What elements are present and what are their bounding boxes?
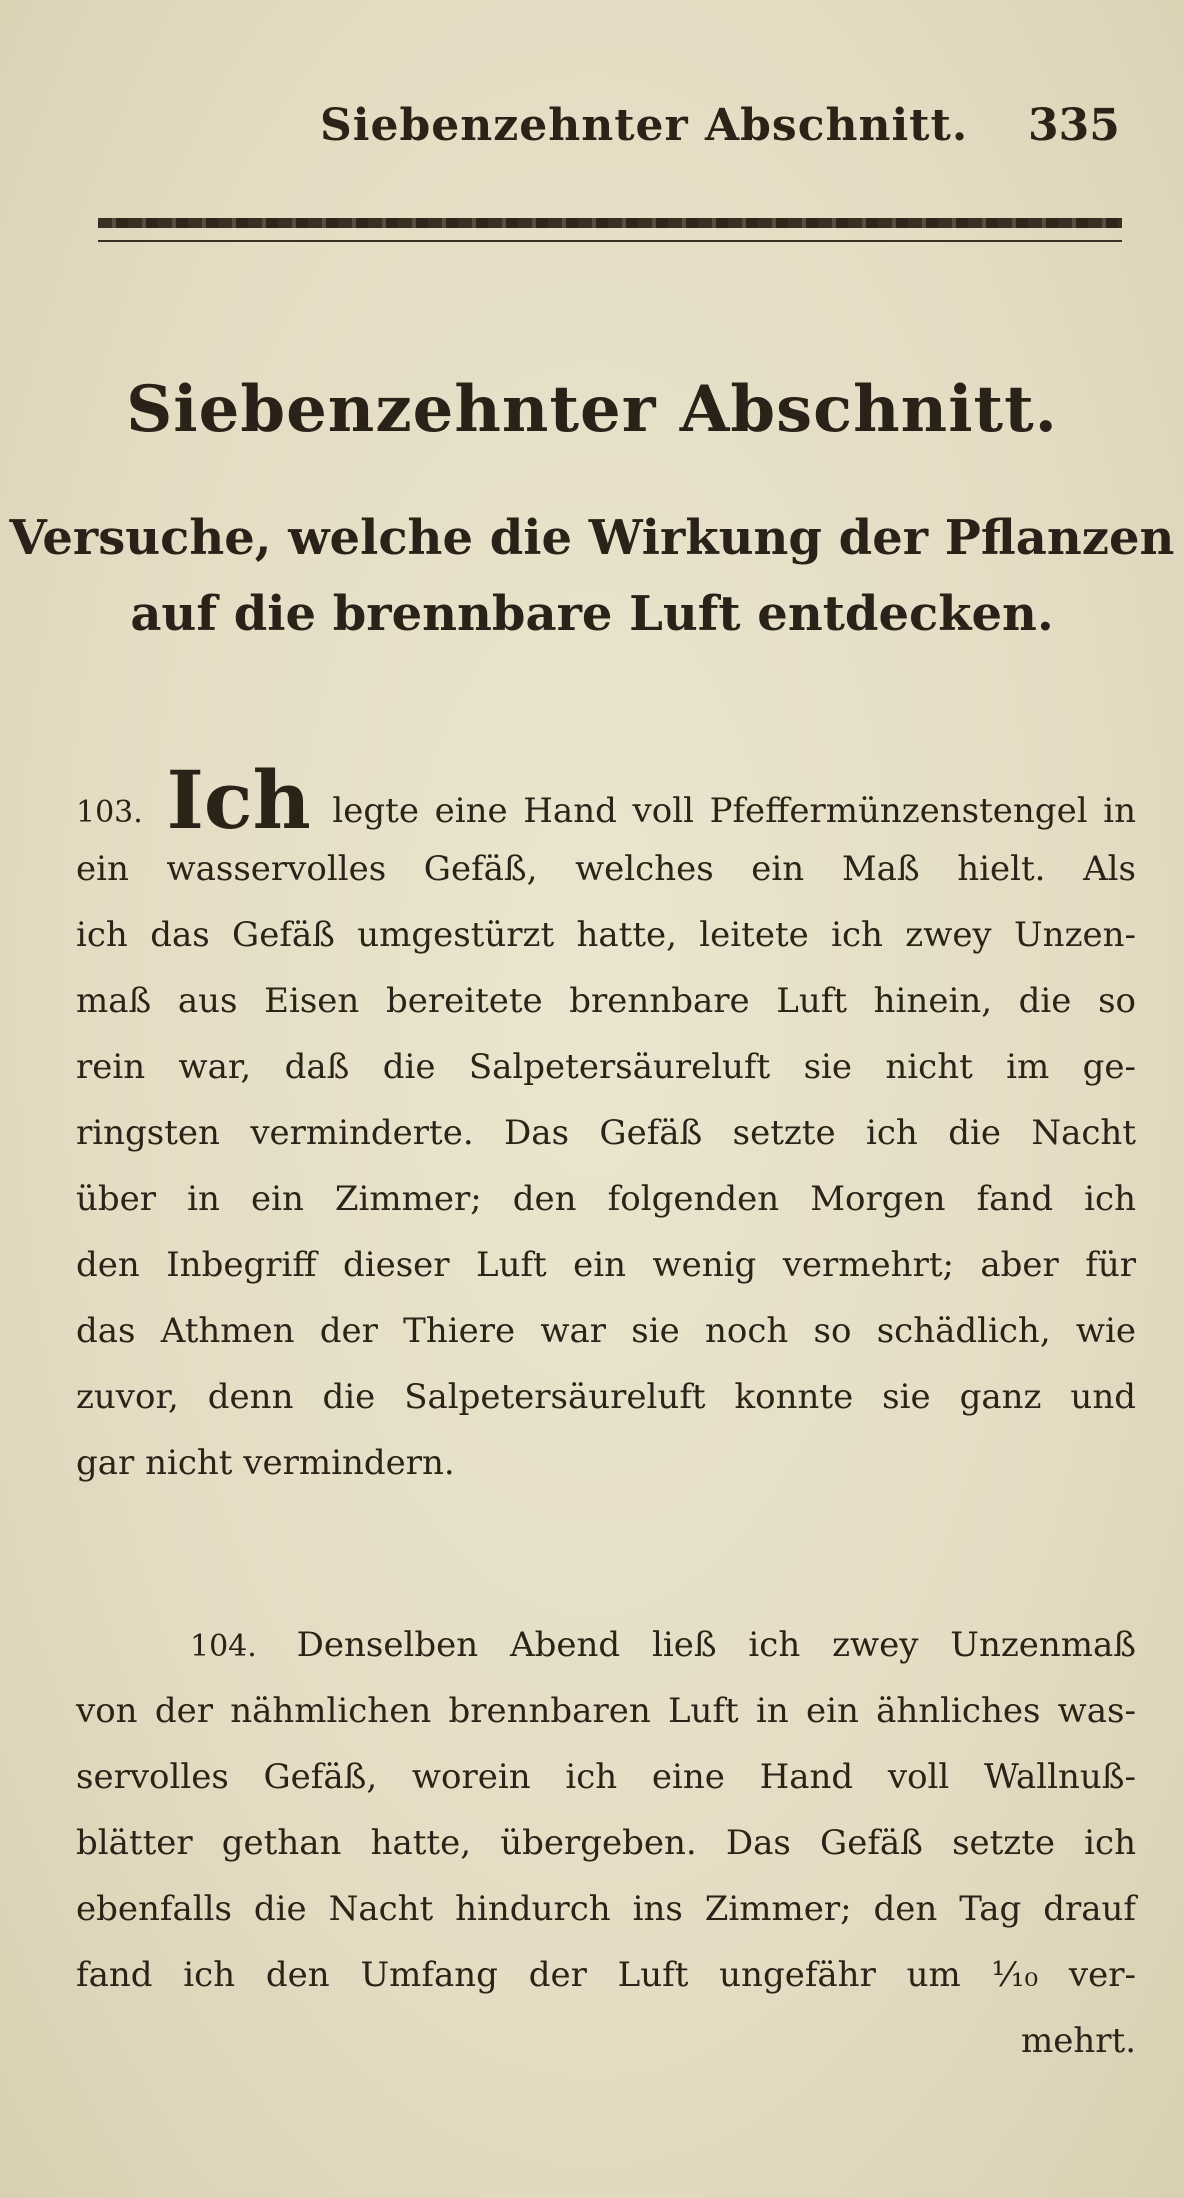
running-head: Siebenzehnter Abschnitt.	[320, 100, 969, 151]
paragraph-line: ein wasservolles Gefäß, welches ein Maß hielt. Als	[76, 849, 1136, 889]
paragraph-number: 104.	[190, 1629, 257, 1664]
paragraph-line: blätter gethan hatte, übergeben. Das Gefäß setzte ich	[76, 1823, 1136, 1863]
line-text: Denselben Abend ließ ich zwey Unzenmaß	[296, 1625, 1136, 1665]
page-number: 335	[1028, 100, 1120, 151]
paragraph-line: über in ein Zimmer; den folgenden Morgen fand ich	[76, 1179, 1136, 1219]
chapter-subtitle-line-2: auf die brennbare Luft entdecken.	[130, 586, 1054, 642]
paragraph-line: servolles Gefäß, worein ich eine Hand voll Wallnuß-	[76, 1757, 1136, 1797]
paragraph-104	[76, 1612, 1136, 2074]
chapter-subtitle-line-1: Versuche, welche die Wirkung der Pflanzen	[9, 510, 1175, 566]
paragraph-line	[76, 1612, 1136, 1678]
paragraph-line: maß aus Eisen bereitete brennbare Luft hinein, die so	[76, 981, 1136, 1021]
line-text: legte eine Hand voll Pfeffermünzenstengel in	[332, 791, 1136, 831]
paragraph-line: von der nähmlichen brennbaren Luft in ein ähnliches was-	[76, 1691, 1136, 1731]
paragraph-line: ebenfalls die Nacht hindurch ins Zimmer; den Tag drauf	[76, 1889, 1136, 1929]
paragraph-line: ringsten verminderte. Das Gefäß setzte ich die Nacht	[76, 1113, 1136, 1153]
paragraph-line: fand ich den Umfang der Luft ungefähr um ¹⁄₁₀ ver-	[76, 1955, 1136, 1995]
chapter-subtitle	[0, 500, 1184, 652]
paragraph-line	[76, 753, 1136, 847]
paragraph-103	[76, 753, 1136, 1496]
paragraph-line: den Inbegriff dieser Luft ein wenig vermehrt; aber für	[76, 1245, 1136, 1285]
header-ornamental-rule	[98, 218, 1122, 228]
paragraph-line: das Athmen der Thiere war sie noch so schädlich, wie	[76, 1311, 1136, 1351]
paragraph-line: rein war, daß die Salpetersäureluft sie nicht im ge-	[76, 1047, 1136, 1087]
paragraph-line: gar nicht vermindern.	[76, 1443, 455, 1483]
paragraph-number: 103.	[76, 795, 143, 830]
paragraph-line: zuvor, denn die Salpetersäureluft konnte sie ganz und	[76, 1377, 1136, 1417]
paragraph-line: ich das Gefäß umgestürzt hatte, leitete ich zwey Unzen-	[76, 915, 1136, 955]
header-thin-rule	[98, 240, 1122, 242]
chapter-title: Siebenzehnter Abschnitt.	[126, 372, 1058, 447]
paragraph-line: mehrt.	[1021, 2021, 1136, 2061]
drop-initial: Ich	[166, 753, 311, 847]
